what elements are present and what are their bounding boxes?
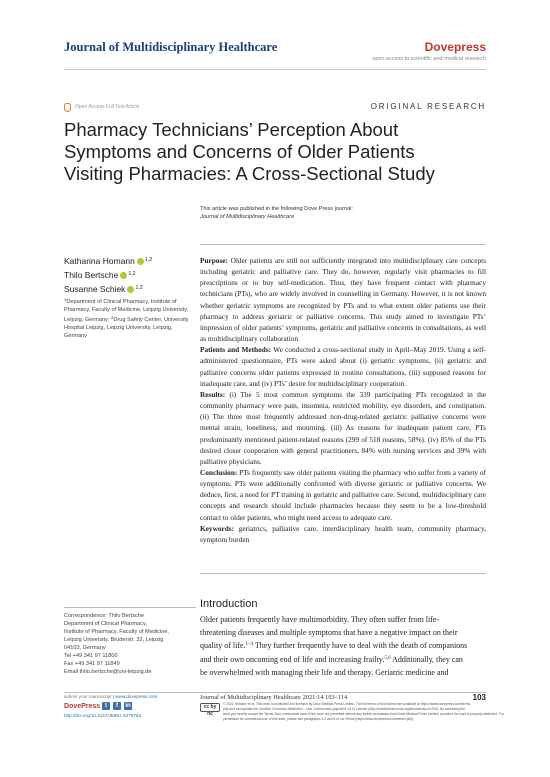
submit-link[interactable]: www.dovepress.com <box>115 694 158 699</box>
facebook-icon[interactable]: f <box>113 702 121 710</box>
page-number: 103 <box>472 693 486 702</box>
orcid-icon[interactable] <box>137 258 144 265</box>
open-access-lock-icon <box>64 103 71 112</box>
author <box>64 268 194 282</box>
title-line: Pharmacy Technicians’ Perception About <box>64 119 399 140</box>
author-name[interactable]: Thilo Bertsche <box>64 270 119 280</box>
header-divider <box>64 69 486 70</box>
creative-commons-icon[interactable]: cc by nc <box>200 703 220 712</box>
section-heading-introduction: Introduction <box>200 598 258 610</box>
title-line: Symptoms and Concerns of Older Patients <box>64 141 415 162</box>
author <box>64 282 194 296</box>
introduction-text: Older patients frequently have multimorbidity. They often suffer from life- threatening diseases and multiple symptoms that have a negative impact on their quality of life.$^{1-4}$ They further frequently have to deal with the death of companions and their own oncoming end of life and increasing frailty.$^{5,6}$ Additionally, they can be overwhelmed with managing their life and therapy. Geriatric medicine and <box>200 615 468 677</box>
abstract-results: Results: (i) The 5 most common symptoms the 339 participating PTs recognized in the community pharmacy were pain, insomnia, restricted mobility, eye disorders, and constipation. (ii) The three most frequently addressed non-drug-related geriatric palliative concerns were mental strain, loneliness, and mourning. (iii) As reasons for inadequate patient care, PTs predominantly mentioned patient-related reasons (299 of 518 reasons, 58%). (iv) 85% of the PTs desired closer cooperation with general practitioners, 84% with nursing services and 39% with palliative physicians. <box>200 389 486 466</box>
social-icons <box>102 702 132 710</box>
footer-divider <box>64 692 486 693</box>
journal-title: Journal of Multidisciplinary Healthcare <box>64 40 278 54</box>
article-type: ORIGINAL RESEARCH <box>370 102 486 111</box>
author-name[interactable]: Katharina Homann <box>64 256 135 266</box>
author-affiliation: 1,2 <box>144 257 153 263</box>
abstract <box>200 255 486 545</box>
publication-note-line: This article was published in the following Dove Press journal: <box>200 206 353 212</box>
title-line: Visiting Pharmacies: A Cross-Sectional Study <box>64 163 435 184</box>
author-list <box>64 254 194 296</box>
abstract-keywords: Keywords: geriatrics, palliative care, interdisciplinary health team, community pharmacy, symptom burden <box>200 523 486 544</box>
divider <box>200 244 486 245</box>
open-access-label: Open Access Full Text Article <box>75 104 140 110</box>
publication-note <box>200 205 353 221</box>
footer-citation: Journal of Multidisciplinary Healthcare 2021:14 103–114 <box>200 694 348 701</box>
twitter-icon[interactable]: t <box>102 702 110 710</box>
brand-tagline: open access to scientific and medical research <box>372 56 486 62</box>
publication-note-journal[interactable]: Journal of Multidisciplinary Healthcare <box>200 214 295 220</box>
submit-manuscript: submit your manuscript | www.dovepress.com <box>64 694 158 699</box>
abstract-methods: Patients and Methods: We conducted a cross-sectional study in April–May 2019. Using a self-administered questionnaire, PTs were asked about (i) geriatric symptoms, (ii) geriatric and palliative concerns older patients expressed in routine consultations, (iii) supposed reasons for inadequate care, and (iv) PTs’ desire for multidisciplinary cooperation. <box>200 345 486 388</box>
author <box>64 254 194 268</box>
abstract-purpose: Purpose: Older patients are still not sufficiently integrated into multidisciplinary care concepts including geriatric and palliative care. They do, however, regularly visit pharmacies to fill prescriptions or to buy self-medication. Thus, they have frequent contact with pharmacy technicians (PTs), who are widely involved in counselling in Germany. However, it is not known whether geriatric symptoms are recognized by PTs and to what extent older patients use their pharmacy to address geriatric or palliative concerns. This study aimed to investigate PTs’ impression of older patients’ symptoms, geriatric and palliative concerns in consultations, as well as multidisciplinary collaboration. <box>200 256 486 344</box>
article-title <box>64 119 494 185</box>
author-affiliation: 1,2 <box>128 271 136 277</box>
correspondence-email[interactable]: Email thilo.bertsche@uni-leipzig.de <box>64 669 152 675</box>
orcid-icon[interactable] <box>127 286 134 293</box>
abstract-conclusion: Conclusion: PTs frequently saw older patients visiting the pharmacy who suffer from a variety of symptoms. PTs were additionally confronted with diverse geriatric or palliative concerns. We deduce, first, a need for PT training in geriatric and palliative care. Second, multidisciplinary care concepts and research should include pharmacies because they seem to be a low-threshold contact to older patients, who might need access to adequate care. <box>200 467 486 522</box>
dovepress-logo[interactable]: Dovepress <box>424 40 486 54</box>
citation-ref[interactable]: 5,6 <box>384 656 391 662</box>
doi-link[interactable]: http://doi.org/10.2147/JMDH.S279763 <box>64 713 142 718</box>
citation-ref[interactable]: 1–4 <box>245 642 254 648</box>
linkedin-icon[interactable]: in <box>125 703 131 709</box>
affiliations: $^1$Department of Clinical Pharmacy, Institute of Pharmacy, Faculty of Medicine, Leipzig University, Leipzig, Germany; $^2$Drug Safety Center, University Hospital Leipzig, Leipzig University, Leipzig, Germany <box>64 297 189 339</box>
correspondence: Correspondence: Thilo Bertsche Department of Clinical Pharmacy, Institute of Pharmacy, Faculty of Medicine, Leipzig University, Brüderstr. 32, Leipzig 04103, Germany Tel +49 341 97 11800 Fax +49 341 97 11849 Email thilo.bertsche@uni-leipzig.de <box>64 612 196 676</box>
author-affiliation: 1,2 <box>135 285 143 291</box>
divider <box>64 607 196 608</box>
orcid-icon[interactable] <box>120 272 127 279</box>
license-text: © 2021 Homann et al. This work is published and licensed by Dove Medical Press Limited. The full terms of this license are available at https://www.dovepress.com/terms. php and incorporate the Creative Commons Attribution – Non Commercial (unported, v3.0) License (http://creativecommons.org/licenses/by-nc/3.0/). By accessing the work you hereby accept the Terms. Non-commercial uses of the work are permitted without any further permission from Dove Medical Press Limited, provided the work is properly attributed. For permission for commercial use of this work, please see paragraphs 4.2 and 5 of our Terms (https://www.dovepress.com/terms.php). <box>223 702 504 721</box>
divider <box>200 573 486 574</box>
author-name[interactable]: Susanne Schiek <box>64 284 126 294</box>
footer-dovepress-logo[interactable]: DovePress <box>64 703 101 710</box>
